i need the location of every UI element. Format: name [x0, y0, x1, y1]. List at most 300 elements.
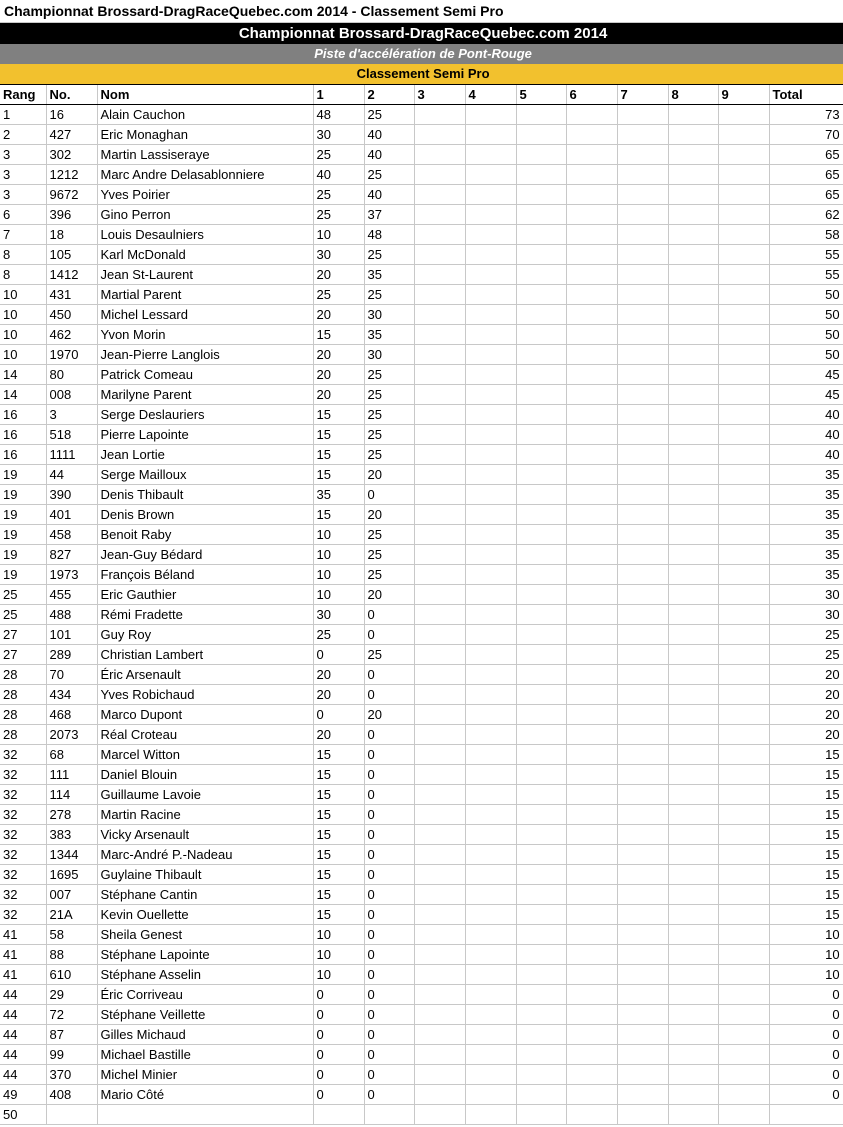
round-4-cell	[465, 185, 516, 205]
round-7-cell	[617, 345, 668, 365]
driver-name-cell: Pierre Lapointe	[97, 425, 313, 445]
round-9-cell	[718, 865, 769, 885]
round-5-cell	[516, 185, 566, 205]
round-6-cell	[566, 585, 617, 605]
round-3-cell	[414, 605, 465, 625]
round-1-cell: 25	[313, 145, 364, 165]
rank-cell: 6	[0, 205, 46, 225]
round-3-cell	[414, 445, 465, 465]
round-3-cell	[414, 765, 465, 785]
round-3-cell	[414, 485, 465, 505]
car-number-cell: 111	[46, 765, 97, 785]
rank-cell: 32	[0, 785, 46, 805]
round-3-cell	[414, 1065, 465, 1085]
round-1-cell: 30	[313, 245, 364, 265]
car-number-cell: 114	[46, 785, 97, 805]
round-2-cell: 25	[364, 565, 414, 585]
round-3-cell	[414, 785, 465, 805]
round-2-cell: 0	[364, 1085, 414, 1105]
total-cell: 20	[769, 705, 843, 725]
round-5-cell	[516, 705, 566, 725]
driver-name-cell: Vicky Arsenault	[97, 825, 313, 845]
round-6-cell	[566, 385, 617, 405]
round-9-cell	[718, 985, 769, 1005]
column-header: 7	[617, 85, 668, 105]
driver-name-cell: Jean Lortie	[97, 445, 313, 465]
table-row	[0, 565, 843, 585]
car-number-cell: 827	[46, 545, 97, 565]
round-9-cell	[718, 525, 769, 545]
round-7-cell	[617, 405, 668, 425]
round-4-cell	[465, 105, 516, 125]
round-5-cell	[516, 945, 566, 965]
round-8-cell	[668, 305, 718, 325]
total-cell: 10	[769, 925, 843, 945]
total-cell: 0	[769, 1065, 843, 1085]
round-1-cell: 0	[313, 705, 364, 725]
round-9-cell	[718, 405, 769, 425]
car-number-cell: 1212	[46, 165, 97, 185]
table-row	[0, 185, 843, 205]
table-row	[0, 385, 843, 405]
car-number-cell: 105	[46, 245, 97, 265]
round-3-cell	[414, 945, 465, 965]
round-2-cell: 0	[364, 925, 414, 945]
round-6-cell	[566, 645, 617, 665]
round-4-cell	[465, 385, 516, 405]
round-4-cell	[465, 125, 516, 145]
round-6-cell	[566, 725, 617, 745]
round-5-cell	[516, 565, 566, 585]
round-1-cell: 0	[313, 1065, 364, 1085]
total-cell: 58	[769, 225, 843, 245]
total-cell: 20	[769, 685, 843, 705]
round-4-cell	[465, 845, 516, 865]
round-3-cell	[414, 305, 465, 325]
round-2-cell: 0	[364, 745, 414, 765]
round-1-cell: 48	[313, 105, 364, 125]
table-row	[0, 885, 843, 905]
round-3-cell	[414, 885, 465, 905]
round-2-cell: 0	[364, 885, 414, 905]
round-1-cell: 35	[313, 485, 364, 505]
driver-name-cell: Gilles Michaud	[97, 1025, 313, 1045]
round-2-cell: 40	[364, 125, 414, 145]
round-6-cell	[566, 785, 617, 805]
car-number-cell: 302	[46, 145, 97, 165]
round-6-cell	[566, 825, 617, 845]
driver-name-cell: Daniel Blouin	[97, 765, 313, 785]
total-cell: 0	[769, 1085, 843, 1105]
rank-cell: 10	[0, 325, 46, 345]
round-4-cell	[465, 785, 516, 805]
car-number-cell: 518	[46, 425, 97, 445]
round-7-cell	[617, 1045, 668, 1065]
round-2-cell: 0	[364, 685, 414, 705]
round-9-cell	[718, 465, 769, 485]
round-1-cell: 15	[313, 505, 364, 525]
round-1-cell: 0	[313, 985, 364, 1005]
round-1-cell: 15	[313, 745, 364, 765]
driver-name-cell: Denis Brown	[97, 505, 313, 525]
rank-cell: 32	[0, 805, 46, 825]
total-cell: 15	[769, 905, 843, 925]
table-row	[0, 985, 843, 1005]
rank-cell: 50	[0, 1105, 46, 1125]
total-cell: 50	[769, 345, 843, 365]
round-3-cell	[414, 1025, 465, 1045]
driver-name-cell	[97, 1105, 313, 1125]
round-9-cell	[718, 925, 769, 945]
round-5-cell	[516, 685, 566, 705]
car-number-cell: 458	[46, 525, 97, 545]
round-6-cell	[566, 225, 617, 245]
rank-cell: 44	[0, 1065, 46, 1085]
rank-cell: 32	[0, 765, 46, 785]
round-3-cell	[414, 985, 465, 1005]
round-8-cell	[668, 205, 718, 225]
round-2-cell: 0	[364, 1005, 414, 1025]
round-4-cell	[465, 285, 516, 305]
round-1-cell: 20	[313, 385, 364, 405]
table-row	[0, 405, 843, 425]
table-row	[0, 1025, 843, 1045]
rank-cell: 49	[0, 1085, 46, 1105]
round-6-cell	[566, 1005, 617, 1025]
driver-name-cell: Yves Robichaud	[97, 685, 313, 705]
table-row	[0, 105, 843, 125]
round-8-cell	[668, 665, 718, 685]
round-4-cell	[465, 665, 516, 685]
round-1-cell: 20	[313, 665, 364, 685]
round-7-cell	[617, 705, 668, 725]
round-6-cell	[566, 765, 617, 785]
round-2-cell: 35	[364, 325, 414, 345]
column-header: 8	[668, 85, 718, 105]
table-row	[0, 765, 843, 785]
round-6-cell	[566, 525, 617, 545]
round-2-cell: 0	[364, 845, 414, 865]
rank-cell: 25	[0, 585, 46, 605]
round-9-cell	[718, 565, 769, 585]
total-cell: 0	[769, 1025, 843, 1045]
round-6-cell	[566, 1085, 617, 1105]
round-2-cell: 25	[364, 645, 414, 665]
driver-name-cell: Stéphane Lapointe	[97, 945, 313, 965]
round-2-cell: 20	[364, 705, 414, 725]
round-6-cell	[566, 425, 617, 445]
table-row	[0, 125, 843, 145]
round-8-cell	[668, 525, 718, 545]
round-7-cell	[617, 765, 668, 785]
round-5-cell	[516, 325, 566, 345]
round-5-cell	[516, 385, 566, 405]
round-2-cell: 48	[364, 225, 414, 245]
round-1-cell: 30	[313, 125, 364, 145]
round-9-cell	[718, 945, 769, 965]
round-7-cell	[617, 145, 668, 165]
round-6-cell	[566, 485, 617, 505]
car-number-cell: 101	[46, 625, 97, 645]
driver-name-cell: Gino Perron	[97, 205, 313, 225]
total-cell: 10	[769, 965, 843, 985]
table-row	[0, 1085, 843, 1105]
round-1-cell: 15	[313, 805, 364, 825]
round-2-cell: 25	[364, 545, 414, 565]
round-5-cell	[516, 665, 566, 685]
round-9-cell	[718, 125, 769, 145]
round-7-cell	[617, 605, 668, 625]
table-row	[0, 945, 843, 965]
round-4-cell	[465, 585, 516, 605]
car-number-cell: 29	[46, 985, 97, 1005]
rank-cell: 32	[0, 845, 46, 865]
round-2-cell: 0	[364, 805, 414, 825]
round-9-cell	[718, 285, 769, 305]
round-8-cell	[668, 805, 718, 825]
round-8-cell	[668, 185, 718, 205]
round-5-cell	[516, 225, 566, 245]
round-5-cell	[516, 1025, 566, 1045]
round-9-cell	[718, 445, 769, 465]
table-row	[0, 265, 843, 285]
car-number-cell: 434	[46, 685, 97, 705]
round-5-cell	[516, 145, 566, 165]
total-cell: 45	[769, 385, 843, 405]
round-3-cell	[414, 1105, 465, 1125]
round-6-cell	[566, 105, 617, 125]
round-6-cell	[566, 465, 617, 485]
round-3-cell	[414, 1045, 465, 1065]
round-7-cell	[617, 445, 668, 465]
round-1-cell: 15	[313, 445, 364, 465]
round-2-cell: 20	[364, 505, 414, 525]
round-9-cell	[718, 245, 769, 265]
round-2-cell	[364, 1105, 414, 1125]
round-2-cell: 0	[364, 665, 414, 685]
round-7-cell	[617, 925, 668, 945]
table-row	[0, 805, 843, 825]
driver-name-cell: Louis Desaulniers	[97, 225, 313, 245]
round-5-cell	[516, 345, 566, 365]
round-3-cell	[414, 625, 465, 645]
round-2-cell: 40	[364, 145, 414, 165]
round-9-cell	[718, 785, 769, 805]
round-2-cell: 0	[364, 865, 414, 885]
round-8-cell	[668, 405, 718, 425]
rank-cell: 44	[0, 1045, 46, 1065]
driver-name-cell: Karl McDonald	[97, 245, 313, 265]
round-6-cell	[566, 445, 617, 465]
car-number-cell: 1970	[46, 345, 97, 365]
table-row	[0, 305, 843, 325]
column-header: 9	[718, 85, 769, 105]
round-1-cell: 0	[313, 1025, 364, 1045]
total-cell: 20	[769, 665, 843, 685]
round-8-cell	[668, 165, 718, 185]
table-row	[0, 845, 843, 865]
round-3-cell	[414, 365, 465, 385]
round-7-cell	[617, 865, 668, 885]
round-8-cell	[668, 365, 718, 385]
round-8-cell	[668, 705, 718, 725]
round-4-cell	[465, 365, 516, 385]
round-7-cell	[617, 725, 668, 745]
round-4-cell	[465, 425, 516, 445]
round-3-cell	[414, 325, 465, 345]
round-5-cell	[516, 1065, 566, 1085]
round-2-cell: 25	[364, 165, 414, 185]
round-8-cell	[668, 965, 718, 985]
round-3-cell	[414, 125, 465, 145]
column-header: Rang	[0, 85, 46, 105]
table-row	[0, 225, 843, 245]
round-1-cell: 15	[313, 825, 364, 845]
round-1-cell	[313, 1105, 364, 1125]
table-row	[0, 485, 843, 505]
rank-cell: 14	[0, 385, 46, 405]
round-9-cell	[718, 705, 769, 725]
round-6-cell	[566, 565, 617, 585]
rank-cell: 32	[0, 745, 46, 765]
round-9-cell	[718, 1065, 769, 1085]
rank-cell: 1	[0, 105, 46, 125]
round-9-cell	[718, 765, 769, 785]
round-4-cell	[465, 925, 516, 945]
total-cell: 25	[769, 625, 843, 645]
round-1-cell: 15	[313, 885, 364, 905]
round-1-cell: 15	[313, 325, 364, 345]
round-2-cell: 0	[364, 1065, 414, 1085]
round-4-cell	[465, 325, 516, 345]
round-9-cell	[718, 745, 769, 765]
round-2-cell: 30	[364, 345, 414, 365]
total-cell: 15	[769, 865, 843, 885]
column-header: 1	[313, 85, 364, 105]
rank-cell: 10	[0, 305, 46, 325]
round-5-cell	[516, 985, 566, 1005]
round-9-cell	[718, 1085, 769, 1105]
total-cell: 15	[769, 805, 843, 825]
car-number-cell: 1412	[46, 265, 97, 285]
table-row	[0, 925, 843, 945]
round-8-cell	[668, 225, 718, 245]
car-number-cell: 3	[46, 405, 97, 425]
rank-cell: 19	[0, 505, 46, 525]
round-1-cell: 10	[313, 225, 364, 245]
round-5-cell	[516, 505, 566, 525]
rank-cell: 16	[0, 405, 46, 425]
round-2-cell: 40	[364, 185, 414, 205]
total-cell: 15	[769, 845, 843, 865]
round-4-cell	[465, 605, 516, 625]
rank-cell: 32	[0, 905, 46, 925]
round-6-cell	[566, 285, 617, 305]
driver-name-cell: Eric Gauthier	[97, 585, 313, 605]
round-4-cell	[465, 965, 516, 985]
round-1-cell: 0	[313, 1005, 364, 1025]
round-9-cell	[718, 365, 769, 385]
round-1-cell: 0	[313, 1045, 364, 1065]
table-row	[0, 545, 843, 565]
driver-name-cell: Benoit Raby	[97, 525, 313, 545]
round-1-cell: 0	[313, 645, 364, 665]
rank-cell: 32	[0, 825, 46, 845]
driver-name-cell: Denis Thibault	[97, 485, 313, 505]
round-8-cell	[668, 1065, 718, 1085]
round-3-cell	[414, 345, 465, 365]
round-3-cell	[414, 645, 465, 665]
column-header: Total	[769, 85, 843, 105]
table-row	[0, 1005, 843, 1025]
rank-cell: 32	[0, 885, 46, 905]
round-4-cell	[465, 765, 516, 785]
round-1-cell: 25	[313, 205, 364, 225]
total-cell: 55	[769, 245, 843, 265]
driver-name-cell: Yves Poirier	[97, 185, 313, 205]
total-cell: 65	[769, 185, 843, 205]
round-1-cell: 20	[313, 685, 364, 705]
table-row	[0, 425, 843, 445]
round-5-cell	[516, 845, 566, 865]
driver-name-cell: Stéphane Veillette	[97, 1005, 313, 1025]
round-4-cell	[465, 205, 516, 225]
rank-cell: 19	[0, 485, 46, 505]
round-8-cell	[668, 1105, 718, 1125]
round-9-cell	[718, 345, 769, 365]
round-7-cell	[617, 905, 668, 925]
round-8-cell	[668, 105, 718, 125]
round-7-cell	[617, 465, 668, 485]
car-number-cell: 008	[46, 385, 97, 405]
round-2-cell: 25	[364, 285, 414, 305]
round-8-cell	[668, 1005, 718, 1025]
car-number-cell: 488	[46, 605, 97, 625]
round-4-cell	[465, 445, 516, 465]
round-8-cell	[668, 245, 718, 265]
table-row	[0, 905, 843, 925]
car-number-cell: 462	[46, 325, 97, 345]
round-5-cell	[516, 305, 566, 325]
round-1-cell: 30	[313, 605, 364, 625]
round-3-cell	[414, 265, 465, 285]
round-5-cell	[516, 205, 566, 225]
round-1-cell: 15	[313, 785, 364, 805]
total-cell: 15	[769, 765, 843, 785]
total-cell: 62	[769, 205, 843, 225]
round-8-cell	[668, 585, 718, 605]
driver-name-cell: Guylaine Thibault	[97, 865, 313, 885]
car-number-cell: 383	[46, 825, 97, 845]
round-9-cell	[718, 545, 769, 565]
table-row	[0, 825, 843, 845]
round-3-cell	[414, 245, 465, 265]
column-header: 3	[414, 85, 465, 105]
round-2-cell: 0	[364, 965, 414, 985]
round-8-cell	[668, 565, 718, 585]
round-9-cell	[718, 325, 769, 345]
rank-cell: 8	[0, 265, 46, 285]
column-header: 2	[364, 85, 414, 105]
round-1-cell: 15	[313, 465, 364, 485]
total-cell: 35	[769, 545, 843, 565]
round-5-cell	[516, 485, 566, 505]
total-cell: 35	[769, 465, 843, 485]
rank-cell: 41	[0, 925, 46, 945]
round-6-cell	[566, 685, 617, 705]
category-title: Classement Semi Pro	[0, 64, 843, 85]
round-7-cell	[617, 365, 668, 385]
